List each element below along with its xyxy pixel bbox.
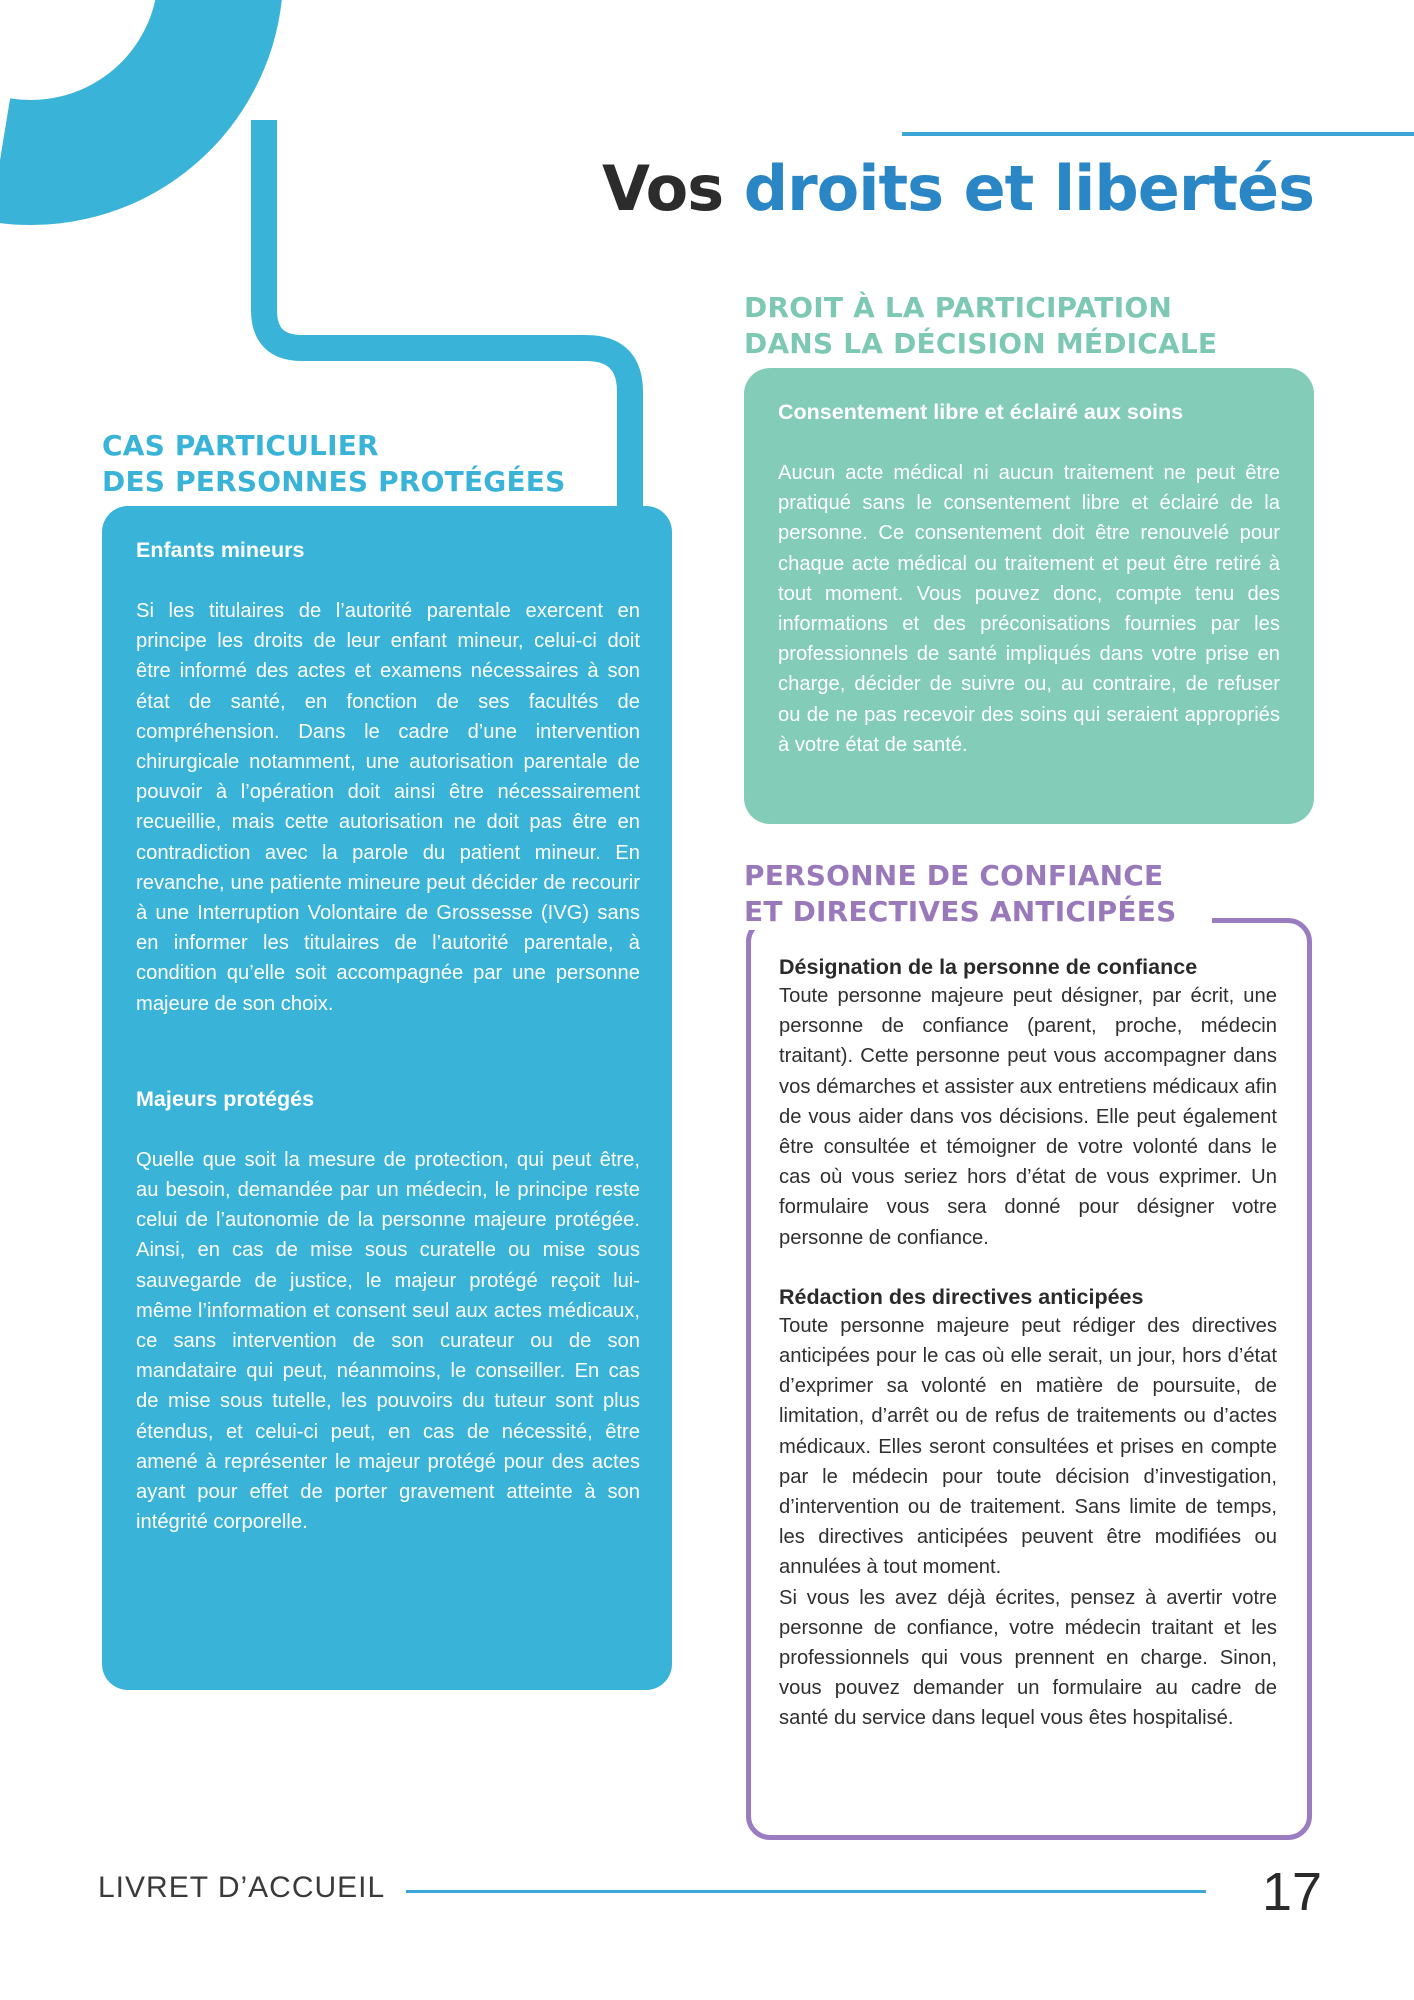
participation-card [744, 368, 1314, 824]
minors-text: Si les titulaires de l’autorité parentale exercent en principe les droits de leur enfant mineur, celui-ci doit être informé des actes et examens nécessaires à son état de santé, en fonction de ses facultés de compréhension. Dans le cadre d’une intervention chirurgicale notamment, une autorisation parentale de pouvoir à l’opération doit ainsi être nécessairement recueillie, mais cette autorisation ne doit pas être en contradiction avec la parole du patient mineur. En revanche, une patiente mineure peut décider de recourir à une Interruption Volontaire de Grossesse (IVG) sans en informer les titulaires de l’autorité parentale, à condition qu’elle soit accompagnée par une personne majeure de son choix. [136, 600, 640, 1015]
participation-heading-line1: DROIT À LA PARTICIPATION [744, 291, 1172, 324]
trust-card [746, 918, 1312, 1840]
protected-heading-line1: CAS PARTICULIER [102, 429, 379, 462]
footer-label: LIVRET D’ACCUEIL [98, 1871, 386, 1904]
participation-heading [744, 290, 1217, 362]
protected-heading [102, 428, 565, 500]
adults-title: Majeurs protégés [136, 1086, 315, 1111]
directives-text-2: Si vous les avez déjà écrites, pensez à avertir votre personne de confiance, votre médecin traitant et les professionnels qui vous prennent en charge. Sinon, vous pouvez demander un formulaire au cadre de santé du service dans lequel vous êtes hospitalisé. [779, 1586, 1277, 1730]
footer-divider [406, 1890, 1206, 1893]
protected-heading-line2: DES PERSONNES PROTÉGÉES [102, 465, 566, 498]
page-title-accent: droits et libertés [743, 152, 1314, 225]
consent-subtitle: Consentement libre et éclairé aux soins [778, 400, 1184, 424]
designation-title: Désignation de la personne de confiance [779, 955, 1198, 979]
designation-text: Toute personne majeure peut désigner, par écrit, une personne de confiance (parent, proche, médecin traitant). Cette personne peut vous accompagner dans vos démarches et assister aux entretiens médicaux afin de vous aider dans vos décisions. Elle peut également être consultée et témoigner de votre volonté dans le cas où vous seriez hors d’état de vous exprimer. Un formulaire vous sera donné pour désigner votre personne de confiance. [779, 985, 1277, 1249]
top-rule [902, 132, 1414, 136]
participation-heading-line2: DANS LA DÉCISION MÉDICALE [744, 327, 1218, 360]
trust-heading-line1: PERSONNE DE CONFIANCE [744, 859, 1164, 892]
page-number: 17 [1262, 1862, 1323, 1922]
page-title [602, 152, 1314, 225]
trust-heading [744, 858, 1176, 930]
protected-card [102, 506, 672, 1690]
consent-text: Aucun acte médical ni aucun traitement ne peut être pratiqué sans le consentement libre et éclairé de la personne. Ce consentement doit être renouvelé pour chaque acte médical ou traitement et peut être retiré à tout moment. Vous pouvez donc, compte tenu des informations et des préconisations fournies par les professionnels de santé impliqués dans votre prise en charge, décider de suivre ou, au contraire, de refuser ou de ne pas recevoir des soins qui seraient appropriés à votre état de santé. [778, 462, 1280, 756]
directives-text: Toute personne majeure peut rédiger des directives anticipées pour le cas où elle serait, un jour, hors d’état d’exprimer sa volonté en matière de poursuite, de limitation, d’arrêt ou de refus de traitements ou d’actes médicaux. Elles seront consultées et prises en compte par le médecin pour toute décision d’investigation, d’intervention ou de traitement. Sans limite de temps, les directives anticipées peuvent être modifiées ou annulées à tout moment. [779, 1314, 1277, 1579]
blue-arc-decoration [0, 0, 220, 163]
trust-heading-line2: ET DIRECTIVES ANTICIPÉES [744, 895, 1177, 928]
directives-title: Rédaction des directives anticipées [779, 1284, 1144, 1309]
minors-title: Enfants mineurs [136, 538, 305, 562]
adults-text: Quelle que soit la mesure de protection, qui peut être, au besoin, demandée par un médecin, le principe reste celui de l’autonomie de la personne majeure protégée. Ainsi, en cas de mise sous curatelle ou mise sous sauvegarde de justice, le majeur protégé reçoit lui-même l’information et consent seul aux actes médicaux, ce sans intervention de son curateur ou de son mandataire qui peut, néanmoins, le conseiller. En cas de mise sous tutelle, les pouvoirs du tuteur sont plus étendus, et celui-ci peut, en cas de nécessité, être amené à représenter le majeur protégé pour des actes ayant pour effet de porter gravement atteinte à son intégrité corporelle. [136, 1148, 640, 1534]
page-title-plain: Vos [602, 152, 744, 225]
